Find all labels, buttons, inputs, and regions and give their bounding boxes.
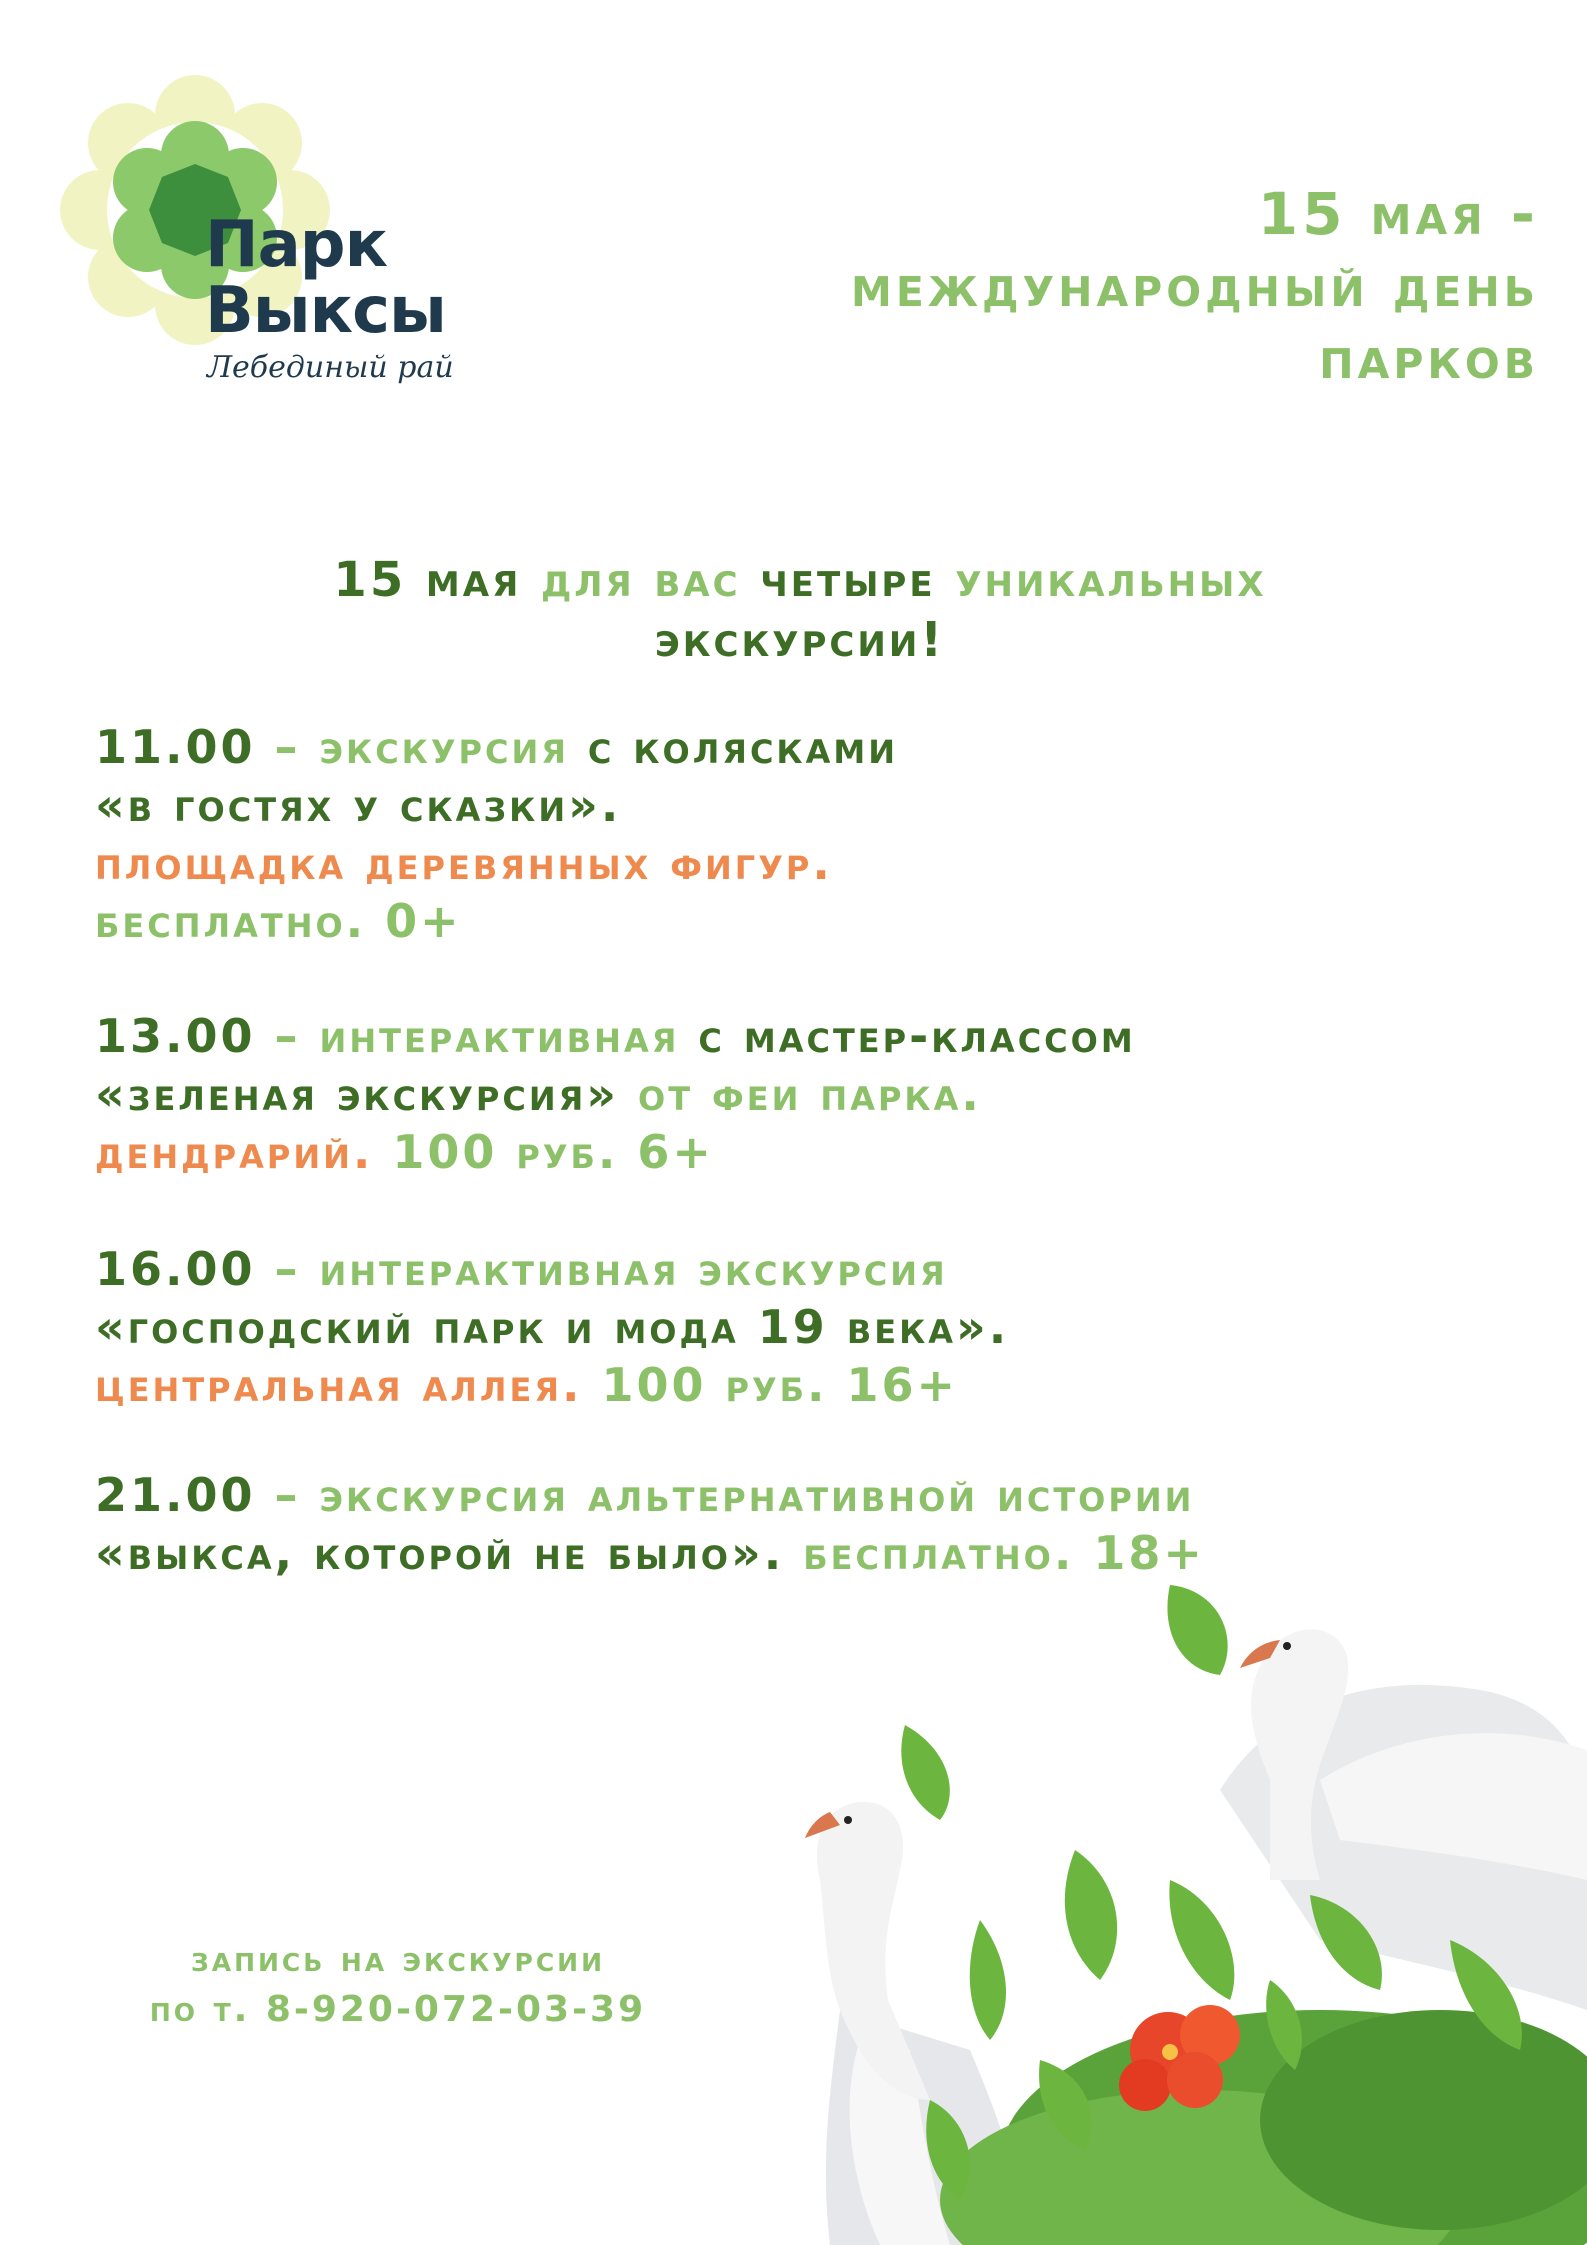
event-dash: –: [255, 720, 320, 774]
event-kind-extra: с колясками: [568, 720, 898, 774]
event-title: «в гостях у сказки».: [95, 778, 622, 832]
booking-phone: по т. 8-920-072-03-39: [149, 1989, 647, 2030]
logo-wordmark: [205, 208, 446, 348]
event-place: центральная аллея.: [95, 1358, 583, 1412]
event-time: 16.00: [95, 1242, 256, 1296]
intro-date: 15 мая: [333, 552, 522, 608]
event-price: бесплатно. 0+: [95, 894, 462, 948]
event-dash: –: [255, 1468, 320, 1522]
event-time: 11.00: [95, 720, 256, 774]
headline: [499, 178, 1539, 394]
event-kind: экскурсия альтернативной истории: [319, 1468, 1195, 1522]
event-kind-extra: с мастер-классом: [679, 1009, 1136, 1063]
event-kind: интерактивная: [319, 1009, 680, 1063]
event-dash: –: [255, 1242, 320, 1296]
event-dash: –: [255, 1009, 320, 1063]
event-place: дендрарий.: [95, 1125, 374, 1179]
booking-info: [88, 1935, 708, 2035]
intro-for-you: для вас: [540, 552, 741, 608]
event-price: 100 руб. 16+: [582, 1358, 959, 1412]
event-price: 100 руб. 6+: [373, 1125, 714, 1179]
event-title-extra: от феи парка.: [618, 1067, 982, 1121]
logo-tagline: Лебединый рай: [207, 350, 454, 385]
event-kind: интерактивная экскурсия: [319, 1242, 948, 1296]
event-place: площадка деревянных фигур.: [95, 836, 833, 890]
event-4: [95, 1466, 1565, 1582]
intro-unique: уникальных: [955, 552, 1267, 608]
event-time: 21.00: [95, 1468, 256, 1522]
intro: [100, 550, 1500, 670]
event-time: 13.00: [95, 1009, 256, 1063]
headline-line-1: 15 мая -: [1257, 180, 1539, 248]
event-title: «господский парк и мода 19 века».: [95, 1300, 1010, 1354]
intro-line-2: экскурсии!: [654, 612, 946, 668]
logo-line-1: Парк: [205, 208, 387, 282]
event-1: [95, 718, 1565, 950]
headline-line-2: международный день: [851, 252, 1539, 320]
swans-and-leaves-illustration: [800, 1580, 1587, 2245]
intro-four: четыре: [760, 552, 936, 608]
event-3: [95, 1240, 1565, 1414]
bush: [940, 2010, 1587, 2245]
event-title: «зеленая экскурсия»: [95, 1067, 619, 1121]
park-logo: [55, 70, 475, 400]
event-price: бесплатно. 18+: [784, 1526, 1205, 1580]
swan-icon: [1220, 1629, 1587, 2010]
event-kind: экскурсия: [319, 720, 569, 774]
event-2: [95, 1007, 1565, 1181]
booking-line-1: запись на экскурсии: [190, 1939, 606, 1980]
intro-line-1: [100, 550, 1500, 610]
headline-line-3: парков: [1319, 324, 1539, 392]
logo-line-2: Выксы: [205, 274, 446, 348]
event-title: «выкса, которой не было».: [95, 1526, 785, 1580]
